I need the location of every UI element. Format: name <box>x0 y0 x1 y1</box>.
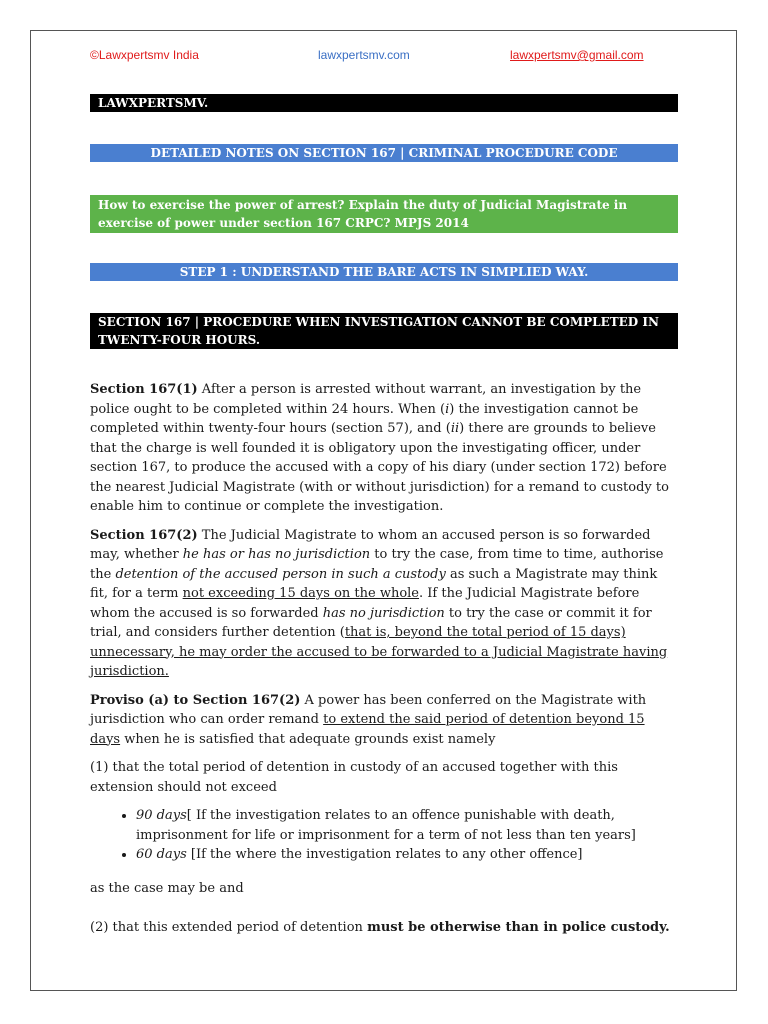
brand-banner: LAWXPERTSMV. <box>90 94 678 112</box>
header-email-link[interactable]: lawxpertsmv@gmail.com <box>510 48 644 62</box>
paragraph-as-case-may-be: as the case may be and <box>90 880 244 896</box>
document-body <box>90 380 678 947</box>
paragraph-section-167-1: Section 167(1) After a person is arrested without warrant, an investigation by the police ought to be completed within 24 hours. When (i) the investigation cannot be completed within twenty-four hours (section 57), and (ii) there are grounds to believe that the charge is well founded it is obligatory upon the investigating officer, under section 167, to produce the accused with a copy of his diary (under section 172) before the nearest Judicial Magistrate (with or without jurisdiction) for a remand to custody to enable him to continue or complete the investigation. <box>90 382 669 514</box>
paragraph-condition-1: (1) that the total period of detention in custody of an accused together with this extension should not exceed <box>90 760 618 795</box>
header-website-link[interactable]: lawxpertsmv.com <box>318 48 410 62</box>
list-item: • 60 days [If the where the investigation relates to any other offence] <box>136 845 678 865</box>
list-item: • 90 days[ If the investigation relates to an offence punishable with death, imprisonment for life or imprisonment for a term of not less than ten years] <box>136 806 678 845</box>
section-heading-banner: SECTION 167 | PROCEDURE WHEN INVESTIGATION CANNOT BE COMPLETED IN TWENTY-FOUR HOURS. <box>90 313 678 349</box>
paragraph-section-167-2: Section 167(2) The Judicial Magistrate to whom an accused person is so forwarded may, whether he has or has no jurisdiction to try the case, from time to time, authorise the detention of the accused person in such a custody as such a Magistrate may think fit, for a term not exceeding 15 days on the whole. If the Judicial Magistrate before whom the accused is so forwarded has no jurisdiction to try the case or commit it for trial, and considers further detention (that is, beyond the total period of 15 days) unnecessary, he may order the accused to be forwarded to a Judicial Magistrate having jurisdiction. <box>90 527 668 679</box>
document-title-banner: DETAILED NOTES ON SECTION 167 | CRIMINAL PROCEDURE CODE <box>90 144 678 162</box>
paragraph-proviso-a: Proviso (a) to Section 167(2) A power has been conferred on the Magistrate with jurisdiction who can order remand to extend the said period of detention beyond 15 days when he is satisfied that adequate grounds exist namely <box>90 692 647 747</box>
header-copyright: ©Lawxpertsmv India <box>90 48 199 62</box>
paragraph-condition-2: (2) that this extended period of detention must be otherwise than in police custody. <box>90 920 670 935</box>
question-banner: How to exercise the power of arrest? Explain the duty of Judicial Magistrate in exercise of power under section 167 CRPC? MPJS 2014 <box>90 195 678 233</box>
detention-limits-list <box>90 806 678 865</box>
step-banner: STEP 1 : UNDERSTAND THE BARE ACTS IN SIMPLIED WAY. <box>90 263 678 281</box>
